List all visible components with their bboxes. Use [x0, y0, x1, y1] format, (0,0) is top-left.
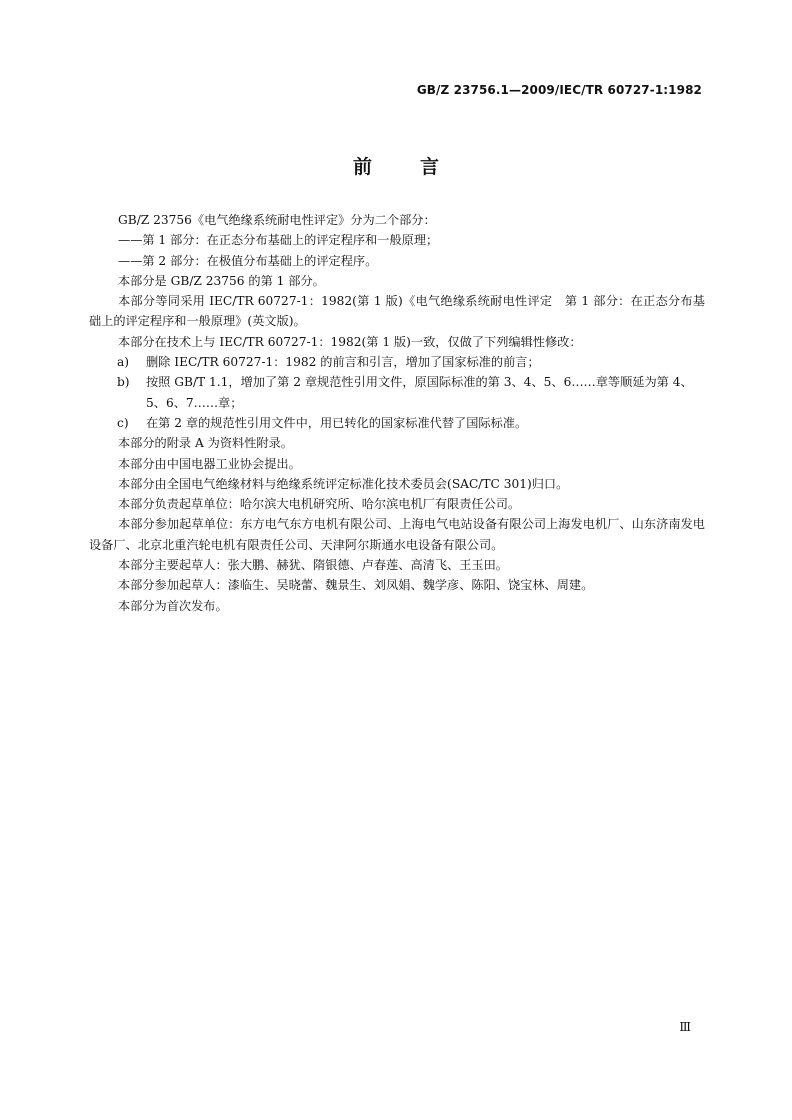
paragraph: GB/Z 23756《电气绝缘系统耐电性评定》分为二个部分： — [118, 213, 436, 227]
paragraph: 本部分的附录 A 为资料性附录。 — [118, 436, 293, 451]
list-item-text: 按照 GB/T 1.1，增加了第 2 章规范性引用文件，原国际标准的第 3、4、5、6……章等顺延为第 4、5、6、7……章； — [146, 375, 693, 410]
list-item — [89, 352, 705, 372]
paragraph: 本部分由中国电器工业协会提出。 — [118, 456, 301, 471]
page-number: Ⅲ — [679, 1020, 691, 1034]
paragraph: ——第 2 部分：在极值分布基础上的评定程序。 — [118, 253, 378, 268]
page-title — [0, 152, 792, 179]
page-title-char-1: 前 — [352, 156, 372, 178]
list-item-text: 删除 IEC/TR 60727-1：1982 的前言和引言，增加了国家标准的前言； — [146, 355, 540, 370]
paragraph: 本部分是 GB/Z 23756 的第 1 部分。 — [118, 273, 325, 288]
paragraph: 本部分参加起草单位：东方电气东方电机有限公司、上海电气电站设备有限公司上海发电机厂、山东济南发电设备厂、北京北重汽轮电机有限责任公司、天津阿尔斯通水电设备有限公司。 — [89, 517, 705, 552]
document-header: GB/Z 23756.1—2009/IEC/TR 60727-1:1982 — [416, 83, 702, 97]
paragraph: 本部分在技术上与 IEC/TR 60727-1：1982(第 1 版)一致，仅做了下列编辑性修改： — [118, 334, 582, 349]
list-item-text: 在第 2 章的规范性引用文件中，用已转化的国家标准代替了国际标准。 — [146, 415, 528, 430]
list-item-label: a) — [117, 355, 130, 370]
paragraph: 本部分等同采用 IEC/TR 60727-1：1982(第 1 版)《电气绝缘系统耐电性评定 第 1 部分：在正态分布基础上的评定程序和一般原理》(英文版)。 — [89, 294, 705, 329]
paragraph: 本部分由全国电气绝缘材料与绝缘系统评定标准化技术委员会(SAC/TC 301)归口。 — [118, 476, 569, 491]
list-item-label: b) — [117, 375, 130, 390]
paragraph: 本部分为首次发布。 — [118, 598, 228, 613]
paragraph: 本部分参加起草人：漆临生、吴晓蕾、魏景生、刘凤娟、魏学彦、陈阳、饶宝林、周建。 — [118, 578, 594, 593]
list-item — [89, 413, 705, 433]
foreword-body — [89, 210, 705, 616]
paragraph: 本部分主要起草人：张大鹏、赫犹、隋银德、卢春莲、高清飞、王玉田。 — [118, 558, 508, 573]
list-item — [89, 372, 705, 413]
list-item-label: c) — [117, 415, 129, 430]
paragraph: ——第 1 部分：在正态分布基础上的评定程序和一般原理； — [118, 233, 439, 248]
paragraph: 本部分负责起草单位：哈尔滨大电机研究所、哈尔滨电机厂有限责任公司。 — [118, 497, 521, 512]
page-title-char-2: 言 — [420, 156, 440, 178]
